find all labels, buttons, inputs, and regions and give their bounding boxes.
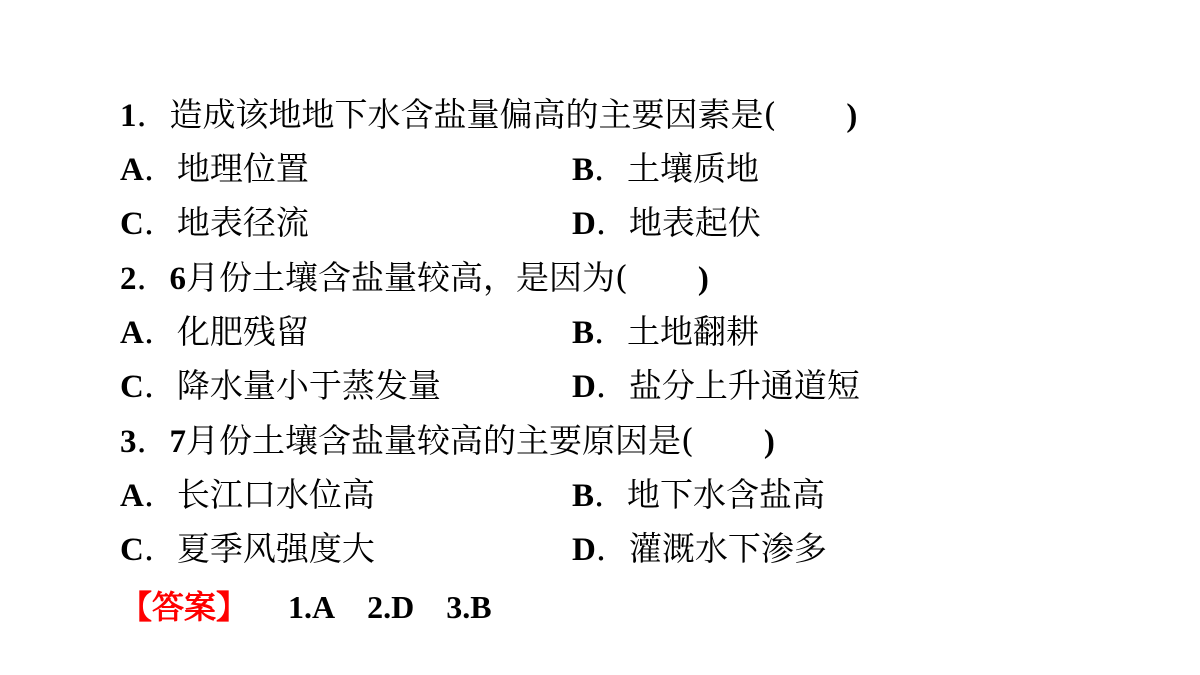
answer-2: 2.D — [367, 589, 415, 625]
blank-close: ) — [763, 424, 775, 460]
question-3-option-d: D．灌溉水下渗多 — [572, 529, 827, 568]
question-2-stem — [120, 251, 709, 305]
answer-values — [288, 589, 524, 625]
question-1-option-c: C．地表径流 — [120, 203, 309, 242]
blank-close: ) — [697, 261, 709, 297]
answer-3: 3.B — [446, 589, 492, 625]
separator: ． — [136, 421, 170, 460]
question-month: 6 — [169, 261, 186, 297]
separator: ． — [136, 258, 170, 297]
question-text: 月份土壤含盐量较高，是因为( — [186, 258, 628, 297]
separator: ． — [136, 95, 170, 134]
question-2-option-a: A．化肥残留 — [120, 312, 309, 351]
question-1-stem — [120, 88, 857, 142]
question-2-option-c: C．降水量小于蒸发量 — [120, 366, 441, 405]
question-number: 2 — [120, 261, 137, 297]
question-3-stem — [120, 414, 775, 468]
blank-close: ) — [846, 98, 858, 134]
question-month: 7 — [169, 424, 186, 460]
answer-label: 【答案】 — [120, 588, 249, 626]
question-3-option-c: C．夏季风强度大 — [120, 529, 375, 568]
question-2-option-b: B．土地翻耕 — [572, 312, 760, 351]
question-2-option-d: D．盐分上升通道短 — [572, 366, 860, 405]
question-1-option-a: A．地理位置 — [120, 149, 309, 188]
question-number: 1 — [120, 98, 137, 134]
question-3-option-b: B．地下水含盐高 — [572, 475, 826, 514]
question-text: 造成该地地下水含盐量偏高的主要因素是( — [169, 95, 777, 134]
answer-line — [120, 580, 524, 634]
question-text: 月份土壤含盐量较高的主要原因是( — [186, 421, 694, 460]
question-number: 3 — [120, 424, 137, 460]
answer-1: 1.A — [288, 589, 336, 625]
question-3-option-a: A．长江口水位高 — [120, 475, 375, 514]
question-1-option-b: B．土壤质地 — [572, 149, 760, 188]
question-1-option-d: D．地表起伏 — [572, 203, 761, 242]
